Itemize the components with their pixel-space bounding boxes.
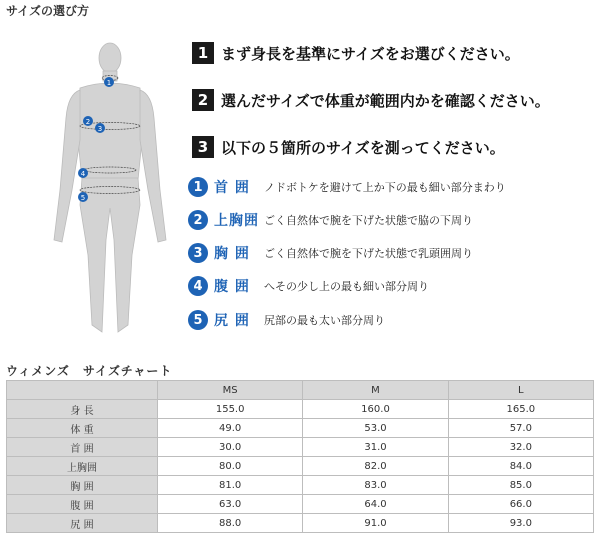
- svg-text:3: 3: [97, 125, 103, 133]
- row-label: 上胸囲: [7, 457, 158, 476]
- figure-marker-4: [78, 168, 88, 178]
- svg-text:1: 1: [106, 79, 112, 87]
- table-row: [7, 419, 594, 438]
- step-3: [192, 136, 505, 158]
- table-cell: 83.0: [303, 476, 448, 495]
- figure-marker-3: [95, 123, 105, 133]
- measurement-number: 1: [188, 177, 208, 197]
- step-number: 1: [192, 42, 214, 64]
- page-heading: サイズの選び方: [6, 4, 90, 18]
- measurement-description: ノドボトケを避けて上か下の最も細い部分まわり: [264, 181, 506, 194]
- measurement-number: 5: [188, 310, 208, 330]
- row-label: 尻 囲: [7, 514, 158, 533]
- row-label: 身 長: [7, 400, 158, 419]
- table-cell: 53.0: [303, 419, 448, 438]
- measurement-name: 胸 囲: [214, 246, 250, 262]
- size-chart-table: [6, 380, 594, 533]
- measurement-name: 首 囲: [214, 180, 250, 196]
- column-header: MS: [158, 381, 303, 400]
- measurement-number: 4: [188, 276, 208, 296]
- measurement-description: ごく自然体で腕を下げた状態で乳頭囲周り: [264, 247, 473, 260]
- measurement-name: 尻 囲: [214, 313, 250, 329]
- step-1: [192, 42, 520, 64]
- measurement-description: へその少し上の最も細い部分周り: [264, 280, 429, 293]
- measurement-name: 上胸囲: [214, 213, 259, 229]
- row-label: 首 囲: [7, 438, 158, 457]
- table-cell: 30.0: [158, 438, 303, 457]
- svg-text:2: 2: [85, 118, 91, 126]
- table-cell: 64.0: [303, 495, 448, 514]
- svg-text:5: 5: [80, 194, 86, 202]
- column-header: M: [303, 381, 448, 400]
- column-header: L: [448, 381, 593, 400]
- measurement-number: 2: [188, 210, 208, 230]
- step-text: まず身長を基準にサイズをお選びください。: [221, 44, 520, 63]
- measurement-waist: [188, 275, 429, 297]
- table-cell: 57.0: [448, 419, 593, 438]
- row-label: 体 重: [7, 419, 158, 438]
- table-cell: 63.0: [158, 495, 303, 514]
- step-2: [192, 89, 550, 111]
- table-cell: 31.0: [303, 438, 448, 457]
- row-label: 胸 囲: [7, 476, 158, 495]
- table-row: [7, 495, 594, 514]
- table-cell: 84.0: [448, 457, 593, 476]
- measurement-chest: [188, 242, 473, 264]
- step-text: 選んだサイズで体重が範囲内かを確認ください。: [221, 91, 550, 110]
- table-cell: 85.0: [448, 476, 593, 495]
- table-row: [7, 400, 594, 419]
- step-number: 2: [192, 89, 214, 111]
- svg-text:4: 4: [80, 170, 86, 178]
- table-cell: 32.0: [448, 438, 593, 457]
- body-figure: [40, 40, 180, 340]
- table-cell: 82.0: [303, 457, 448, 476]
- figure-marker-2: [83, 116, 93, 126]
- table-header-corner: [7, 381, 158, 400]
- table-row: [7, 438, 594, 457]
- table-cell: 49.0: [158, 419, 303, 438]
- table-cell: 155.0: [158, 400, 303, 419]
- table-cell: 91.0: [303, 514, 448, 533]
- size-chart-title: ウィメンズ サイズチャート: [6, 364, 173, 378]
- measurement-upper-chest: [188, 209, 473, 231]
- measurement-description: 尻部の最も太い部分周り: [264, 314, 385, 327]
- step-text: 以下の５箇所のサイズを測ってください。: [221, 138, 505, 157]
- table-cell: 81.0: [158, 476, 303, 495]
- table-row: [7, 457, 594, 476]
- measurement-hip: [188, 309, 385, 331]
- step-number: 3: [192, 136, 214, 158]
- measurement-description: ごく自然体で腕を下げた状態で脇の下周り: [264, 214, 473, 227]
- table-cell: 88.0: [158, 514, 303, 533]
- row-label: 腹 囲: [7, 495, 158, 514]
- measurement-name: 腹 囲: [214, 279, 250, 295]
- table-cell: 93.0: [448, 514, 593, 533]
- figure-marker-5: [78, 192, 88, 202]
- table-cell: 165.0: [448, 400, 593, 419]
- figure-marker-1: [104, 77, 114, 87]
- table-cell: 80.0: [158, 457, 303, 476]
- measurement-neck: [188, 176, 506, 198]
- table-row: [7, 476, 594, 495]
- table-cell: 160.0: [303, 400, 448, 419]
- measurement-number: 3: [188, 243, 208, 263]
- table-header-row: [7, 381, 594, 400]
- table-row: [7, 514, 594, 533]
- table-cell: 66.0: [448, 495, 593, 514]
